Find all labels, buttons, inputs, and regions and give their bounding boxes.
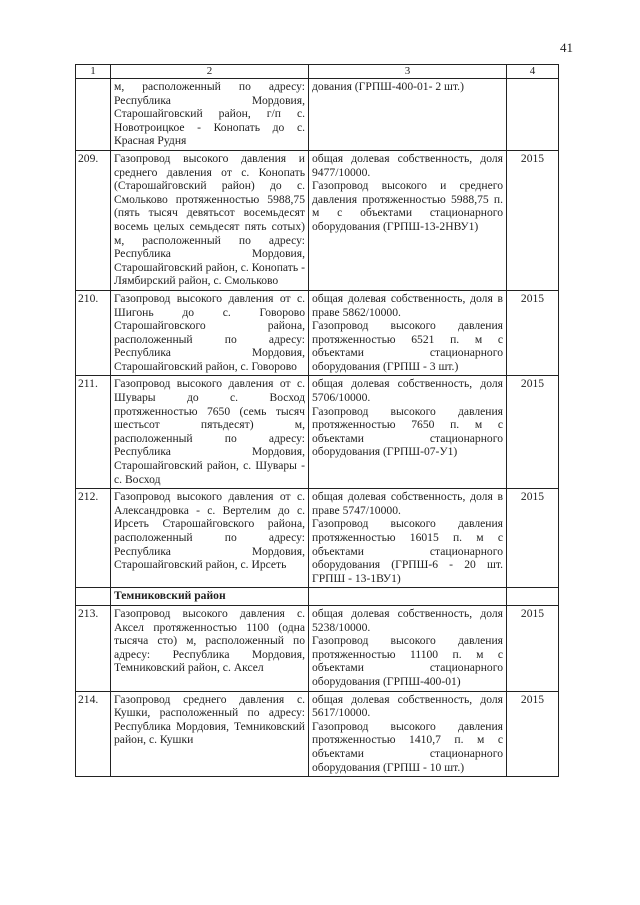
table-header-row (76, 65, 559, 79)
registration-year: 2015 (507, 150, 559, 290)
rows-temnikov (76, 605, 559, 776)
registration-year: 2015 (507, 290, 559, 376)
ownership-share: общая долевая собственность, доля 5617/10000. (312, 692, 503, 720)
object-description: Газопровод высокого давления с. Аксел протяженностью 1100 (одна тысяча сто) м, расположенный по адресу: Республика Мордовия, Темниковский район, с. Аксел (111, 605, 309, 691)
property-table (75, 64, 559, 777)
right-description (309, 150, 507, 290)
right-description (309, 489, 507, 588)
right-description (309, 290, 507, 376)
row-number: 211. (76, 376, 111, 489)
rows-starosh (76, 150, 559, 587)
registration-year: 2015 (507, 376, 559, 489)
table-row (76, 489, 559, 588)
right-description (309, 376, 507, 489)
row-number: 213. (76, 605, 111, 691)
registration-year: 2015 (507, 605, 559, 691)
right-description (309, 691, 507, 777)
ownership-share: общая долевая собственность, доля 5238/10000. (312, 606, 503, 634)
right-description: дования (ГРПШ-400-01- 2 шт.) (309, 79, 507, 151)
pipeline-details: Газопровод высокого давления протяженностью 1410,7 п. м с объектами стационарного оборудования (ГРПШ - 10 шт.) (312, 719, 503, 774)
object-description: Газопровод высокого давления от с. Шигонь до с. Говорово Старошайговского района, расположенный по адресу: Республика Мордовия, Старошайговский район, с. Говорово (111, 290, 309, 376)
section-row (76, 588, 559, 606)
ownership-share: общая долевая собственность, доля 9477/10000. (312, 151, 503, 179)
pipeline-details: Газопровод высокого давления протяженностью 11100 п. м с объектами стационарного оборудования (ГРПШ-400-01) (312, 634, 503, 688)
pipeline-details: Газопровод высокого давления протяженностью 16015 п. м с объектами стационарного оборудования (ГРПШ-6 - 20 шт. ГРПШ - 13-1ВУ1) (312, 517, 503, 585)
right-description (309, 605, 507, 691)
ownership-share: общая долевая собственность, доля 5706/10000. (312, 377, 503, 405)
object-description: Газопровод высокого давления и среднего давления от с. Конопать (Старошайговский район) до с. Смольково протяженностью 5988,75 (пять тысяч девятьсот восемьдесят восемь целых семьдесят пять сотых) м, расположенный по адресу: Республика Мордовия, Старошайговский район, с. Конопать - Лямбирский район, с. Смольково (111, 150, 309, 290)
table-row (76, 290, 559, 376)
object-description: Газопровод среднего давления с. Кушки, расположенный по адресу: Республика Мордовия, Темниковский район, с. Кушки (111, 691, 309, 777)
table-row-continuation (76, 79, 559, 151)
page-number: 41 (560, 40, 573, 55)
table-row (76, 150, 559, 290)
header-col-1: 1 (76, 65, 111, 79)
registration-year: 2015 (507, 691, 559, 777)
pipeline-details: Газопровод высокого давления протяженностью 6521 п. м с объектами стационарного оборудования (ГРПШ - 3 шт.) (312, 319, 503, 373)
object-description: м, расположенный по адресу: Республика Мордовия, Старошайговский район, г/п с. Новотроицкое - Конопать до с. Красная Рудня (111, 79, 309, 151)
table-row (76, 691, 559, 777)
object-description: Газопровод высокого давления от с. Шувары до с. Восход протяженностью 7650 (семь тысяч шестьсот пятьдесят) м, расположенный по адресу: Республика Мордовия, Старошайговский район, с. Шувары - с. Восход (111, 376, 309, 489)
section-title: Темниковский район (111, 588, 309, 606)
row-number: 214. (76, 691, 111, 777)
row-number (76, 79, 111, 151)
header-col-2: 2 (111, 65, 309, 79)
registration-year: 2015 (507, 489, 559, 588)
table-row (76, 376, 559, 489)
registration-year (507, 79, 559, 151)
header-col-4: 4 (507, 65, 559, 79)
row-number: 209. (76, 150, 111, 290)
ownership-share: общая долевая собственность, доля в праве 5747/10000. (312, 490, 503, 517)
row-number: 212. (76, 489, 111, 588)
row-number: 210. (76, 290, 111, 376)
header-col-3: 3 (309, 65, 507, 79)
pipeline-details: Газопровод высокого давления протяженностью 7650 п. м с объектами стационарного оборудования (ГРПШ-07-У1) (312, 404, 503, 459)
table-row (76, 605, 559, 691)
pipeline-details: Газопровод высокого и среднего давления протяженностью 5988,75 п. м с объектами стационарного оборудования (ГРПШ-13-2НВУ1) (312, 179, 503, 233)
object-description: Газопровод высокого давления от с. Александровка - с. Вертелим до с. Ирсеть Старошайговского района, расположенный по адресу: Республика Мордовия, Старошайговский район, с. Ирсеть (111, 489, 309, 588)
ownership-share: общая долевая собственность, доля в праве 5862/10000. (312, 291, 503, 319)
